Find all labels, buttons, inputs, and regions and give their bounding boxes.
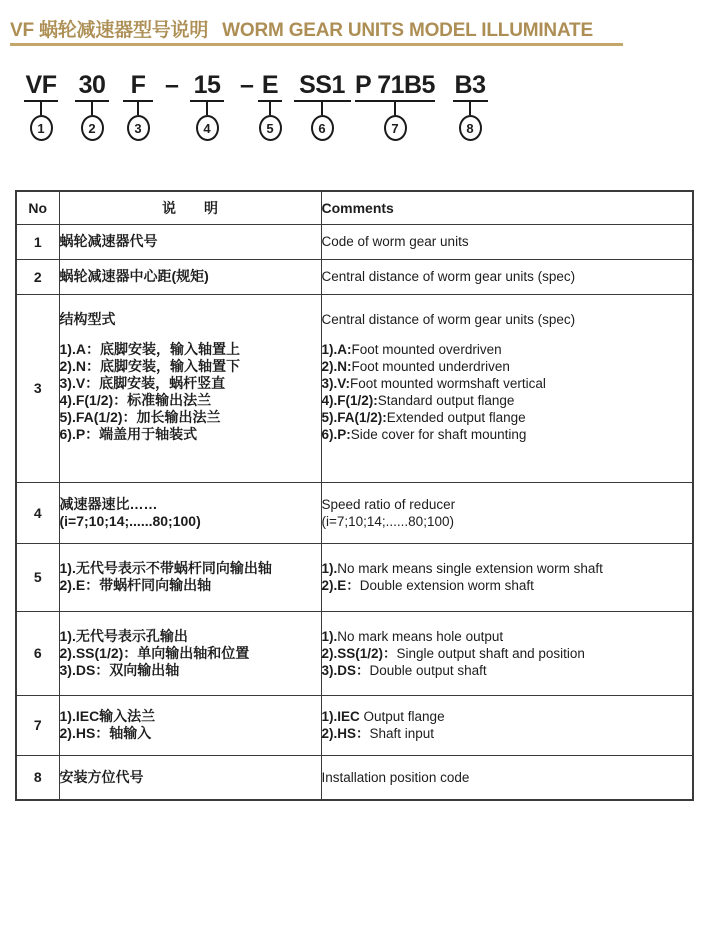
description-line: 3).DS：双向输出轴	[59, 661, 180, 678]
description-cell	[59, 482, 321, 543]
comment-line: 1).IEC Output flange	[321, 709, 445, 724]
comment-line: 1).No mark means single extension worm shaft	[321, 561, 603, 576]
model-code-text: B3	[454, 71, 486, 99]
description-line: 蜗轮减速器代号	[59, 233, 158, 249]
model-code-connector-line	[469, 102, 471, 115]
comment-code: 2).N:	[321, 358, 352, 374]
model-code-text: F	[130, 71, 146, 99]
table-row	[16, 482, 693, 543]
table-row	[16, 259, 693, 294]
page-title-chinese: VF 蜗轮减速器型号说明	[10, 20, 209, 41]
description-line: 结构型式	[59, 310, 116, 327]
comment-line: 6).P:Side cover for shaft mounting	[321, 426, 527, 442]
comments-cell	[321, 482, 693, 543]
comment-line: 5).FA(1/2):Extended output flange	[321, 409, 526, 425]
table-row	[16, 224, 693, 259]
page-title	[10, 15, 593, 42]
model-code-number-badge: 7	[384, 115, 407, 141]
row-number-cell: 5	[16, 543, 59, 611]
model-code-dash: –	[240, 71, 254, 99]
description-line: 2).E：带蜗杆同向输出轴	[59, 577, 212, 593]
table-row	[16, 695, 693, 755]
row-number-cell: 1	[16, 224, 59, 259]
model-code-number-badge: 5	[259, 115, 282, 141]
model-code-dash: –	[165, 71, 179, 99]
model-code-segment	[258, 72, 282, 141]
description-line: 1).IEC输入法兰	[59, 708, 156, 724]
title-underline	[10, 43, 623, 46]
description-cell	[59, 755, 321, 800]
description-line: 6).P：端盖用于轴装式	[59, 425, 198, 442]
description-cell	[59, 611, 321, 695]
model-code-segment	[24, 72, 58, 141]
description-cell	[59, 543, 321, 611]
model-code-text: 15	[193, 71, 221, 99]
row-number-cell: 2	[16, 259, 59, 294]
comments-cell	[321, 259, 693, 294]
comment-line: Code of worm gear units	[321, 234, 469, 249]
table-row	[16, 294, 693, 482]
model-code-text: 30	[78, 71, 106, 99]
comment-code: 5).FA(1/2):	[321, 409, 387, 425]
model-code-text: P 71B5	[355, 71, 435, 99]
table-row	[16, 611, 693, 695]
description-line: 1).无代号表示孔输出	[59, 627, 188, 644]
model-code-connector-line	[137, 102, 139, 115]
comment-line: 2).E：Double extension worm shaft	[321, 578, 534, 593]
comments-cell	[321, 755, 693, 800]
row-number-cell: 4	[16, 482, 59, 543]
table-row	[16, 755, 693, 800]
model-code-connector-line	[206, 102, 208, 115]
comment-code: 3).DS：	[321, 662, 370, 678]
description-line: 5).FA(1/2)：加长输出法兰	[59, 408, 221, 425]
row-number-cell: 3	[16, 294, 59, 482]
comment-line	[322, 328, 693, 341]
model-code-text: SS1	[299, 71, 345, 99]
comment-line: 2).HS：Shaft input	[321, 726, 435, 741]
comments-cell	[321, 224, 693, 259]
table-row	[16, 543, 693, 611]
page-title-english: WORM GEAR UNITS MODEL ILLUMINATE	[222, 20, 593, 41]
comment-code: 2).E：	[321, 578, 360, 593]
description-line: 2).N：底脚安装，输入轴置下	[59, 357, 240, 374]
comment-code: 4).F(1/2):	[321, 392, 378, 408]
model-code-segment	[294, 72, 351, 141]
row-number-cell: 6	[16, 611, 59, 695]
comment-code: 3).V:	[321, 375, 351, 391]
description-cell	[59, 224, 321, 259]
comment-line: 3).DS：Double output shaft	[321, 662, 487, 678]
comments-cell	[321, 611, 693, 695]
comment-line: Installation position code	[321, 769, 470, 785]
description-line: 4).F(1/2)：标准输出法兰	[59, 391, 212, 408]
table-header-row	[16, 191, 693, 224]
model-code-connector-line	[91, 102, 93, 115]
description-line	[60, 328, 321, 341]
description-line: 1).A：底脚安装，输入轴置上	[59, 340, 240, 357]
comment-line: Central distance of worm gear units (spec)	[321, 269, 576, 284]
model-code-segment	[355, 72, 435, 141]
model-code-connector-line	[269, 102, 271, 115]
comment-line: 3).V:Foot mounted wormshaft vertical	[321, 375, 546, 391]
description-line: 安装方位代号	[59, 768, 144, 785]
comment-line: 4).F(1/2):Standard output flange	[321, 392, 515, 408]
description-line: 减速器速比……	[59, 495, 158, 512]
model-code-number-badge: 1	[30, 115, 53, 141]
comments-cell	[321, 695, 693, 755]
header-description: 说 明	[59, 191, 321, 224]
description-cell	[59, 294, 321, 482]
model-code-connector-line	[394, 102, 396, 115]
comment-line: 1).A:Foot mounted overdriven	[321, 341, 502, 357]
comment-code: 6).P:	[321, 426, 351, 442]
comment-code: 2).HS：	[321, 726, 370, 741]
description-cell	[59, 695, 321, 755]
model-code-text: VF	[25, 71, 57, 99]
comment-code: 2).SS(1/2)：	[321, 645, 397, 661]
comment-line: (i=7;10;14;......80;100)	[321, 513, 454, 529]
description-line: 1).无代号表示不带蜗杆同向输出轴	[59, 560, 272, 576]
description-line: (i=7;10;14;......80;100)	[59, 512, 201, 529]
comment-code: 1).A:	[321, 341, 352, 357]
model-code-connector-line	[321, 102, 323, 115]
row-number-cell: 8	[16, 755, 59, 800]
row-number-cell: 7	[16, 695, 59, 755]
model-code-segment	[453, 72, 488, 141]
description-line: 2).HS：轴输入	[59, 725, 152, 741]
model-code-number-badge: 4	[196, 115, 219, 141]
comment-line: 1).No mark means hole output	[321, 628, 504, 644]
model-code-number-badge: 3	[127, 115, 150, 141]
model-code-diagram	[0, 72, 708, 158]
model-code-segment	[75, 72, 109, 141]
model-code-segment	[190, 72, 224, 141]
comment-line: 2).N:Foot mounted underdriven	[321, 358, 510, 374]
comments-cell	[321, 543, 693, 611]
model-code-text: E	[261, 71, 279, 99]
model-code-number-badge: 2	[81, 115, 104, 141]
comment-code: 1).	[321, 628, 338, 644]
description-line: 2).SS(1/2)：单向输出轴和位置	[59, 644, 250, 661]
comment-line: Speed ratio of reducer	[321, 496, 456, 512]
description-cell	[59, 259, 321, 294]
header-no: No	[16, 191, 59, 224]
model-code-number-badge: 8	[459, 115, 482, 141]
model-code-connector-line	[40, 102, 42, 115]
comment-code: 1).	[321, 561, 338, 576]
header-comments: Comments	[321, 191, 693, 224]
model-code-segment	[123, 72, 153, 141]
model-code-number-badge: 6	[311, 115, 334, 141]
comment-code: 1).IEC	[321, 709, 360, 724]
comment-line: Central distance of worm gear units (spec)	[321, 311, 576, 327]
comments-cell	[321, 294, 693, 482]
description-line: 3).V：底脚安装，蜗杆竖直	[59, 374, 226, 391]
description-line: 蜗轮减速器中心距(规矩)	[59, 268, 209, 284]
comment-line: 2).SS(1/2)：Single output shaft and position	[321, 645, 585, 661]
model-spec-table	[15, 190, 694, 801]
